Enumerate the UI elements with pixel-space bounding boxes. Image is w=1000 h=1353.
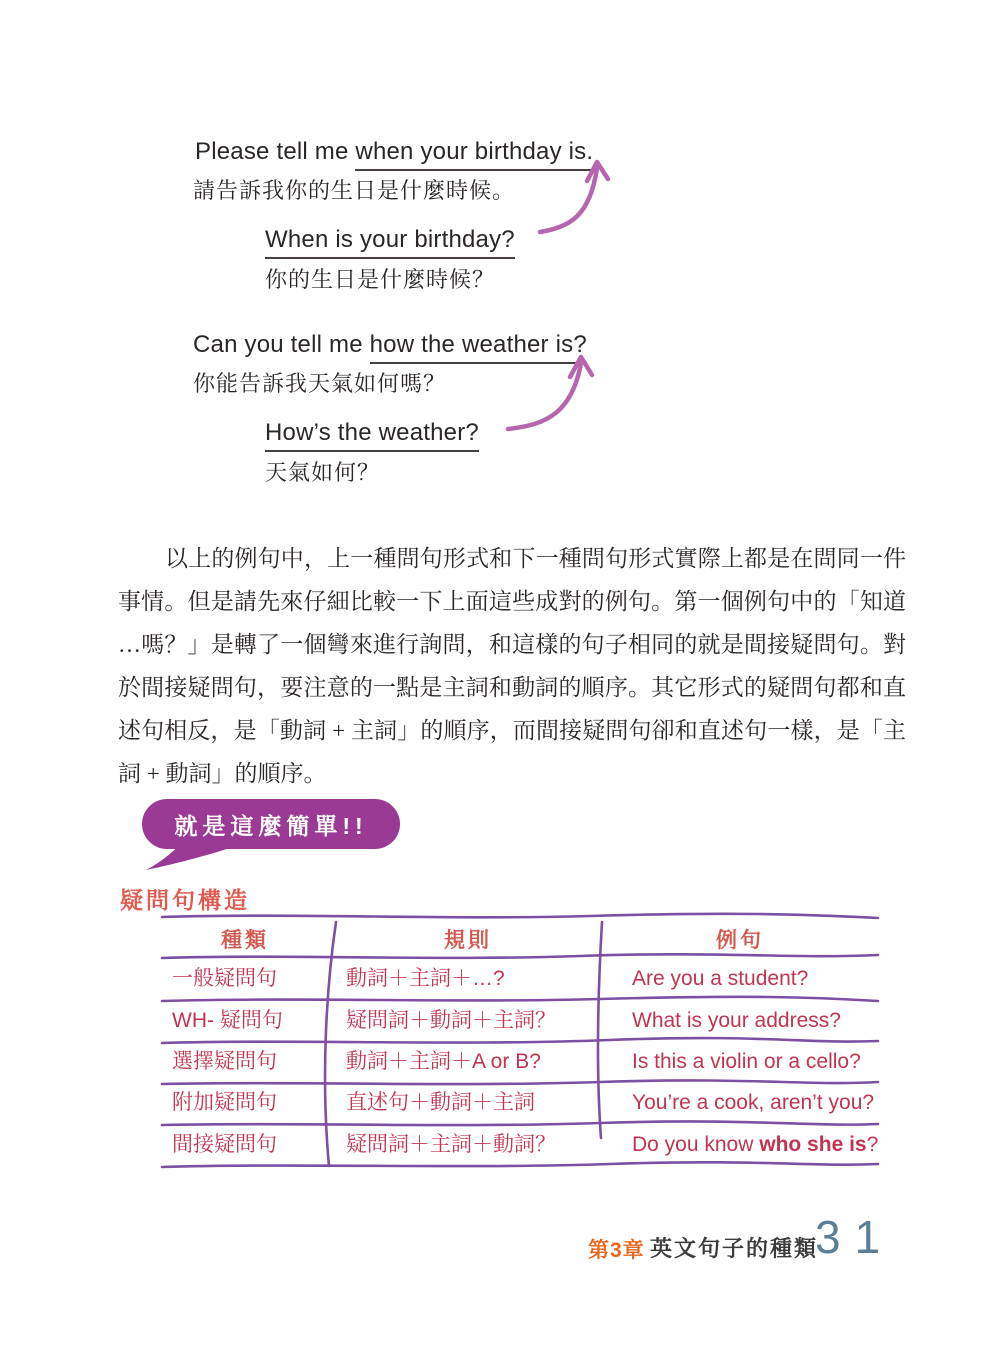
curved-arrow-icon bbox=[528, 150, 620, 245]
table-row bbox=[150, 1088, 890, 1118]
cell-example: You’re a cook, aren’t you? bbox=[632, 1091, 875, 1114]
cell-rule: 直述句＋動詞＋主詞 bbox=[346, 1091, 535, 1114]
example-prefix: Do you know bbox=[632, 1133, 760, 1156]
example2-direct-question bbox=[265, 419, 479, 447]
cell-rule: 疑問詞＋主詞＋動詞？ bbox=[346, 1133, 556, 1156]
cell-example: Are you a student? bbox=[632, 967, 809, 990]
speech-bubble-tail bbox=[146, 840, 256, 874]
cell-question-type: 一般疑問句 bbox=[172, 967, 277, 990]
table-row bbox=[150, 1006, 890, 1036]
paragraph-line: 事情。但是請先來仔細比較一下上面這些成對的例句。第一個例句中的「知道 bbox=[118, 589, 906, 614]
table-row bbox=[150, 1130, 890, 1160]
example1-chinese-translation: 請告訴我你的生日是什麼時候。 bbox=[193, 178, 516, 203]
example1-direct-question-text: When is your birthday? bbox=[265, 226, 515, 259]
cell-question-type: WH- 疑問句 bbox=[172, 1009, 283, 1032]
paragraph-line: 於間接疑問句，要注意的一點是主詞和動詞的順序。其它形式的疑問句都和直 bbox=[118, 675, 906, 700]
cell-example: What is your address? bbox=[632, 1009, 841, 1032]
example1-direct-question bbox=[265, 226, 515, 254]
example-suffix: ? bbox=[866, 1133, 879, 1156]
footer-page-number: 31 bbox=[815, 1211, 895, 1263]
example1-plain-part: Please tell me bbox=[195, 138, 356, 165]
body-paragraph bbox=[118, 537, 906, 795]
cell-question-type: 選擇疑問句 bbox=[172, 1050, 277, 1073]
paragraph-line: 以上的例句中，上一種問句形式和下一種問句形式實際上都是在問同一件 bbox=[165, 546, 906, 571]
cell-example bbox=[632, 1130, 878, 1160]
cell-rule: 動詞＋主詞＋A or B? bbox=[346, 1050, 541, 1073]
paragraph-line: …嗎？」是轉了一個彎來進行詢問，和這樣的句子相同的就是間接疑問句。對 bbox=[118, 632, 906, 657]
footer-chapter-title: 英文句子的種類 bbox=[650, 1236, 819, 1261]
cell-rule: 動詞＋主詞＋…? bbox=[346, 967, 505, 990]
table-header-type: 種類 bbox=[221, 929, 269, 952]
example2-plain-part: Can you tell me bbox=[193, 331, 370, 358]
cell-question-type: 間接疑問句 bbox=[172, 1133, 277, 1156]
table-row bbox=[150, 1047, 890, 1077]
table-header-rule: 規則 bbox=[444, 929, 492, 952]
example1-underlined-clause: when your birthday is. bbox=[355, 138, 593, 171]
example2-direct-question-text: How’s the weather? bbox=[265, 419, 479, 452]
cell-question-type: 附加疑問句 bbox=[172, 1091, 277, 1114]
example1-direct-question-chinese: 你的生日是什麼時候？ bbox=[265, 267, 496, 292]
table-row bbox=[150, 964, 890, 994]
example2-chinese-translation: 你能告訴我天氣如何嗎？ bbox=[193, 371, 447, 396]
question-structure-table bbox=[150, 910, 890, 1172]
cell-rule: 疑問詞＋動詞＋主詞？ bbox=[346, 1009, 556, 1032]
table-header-example: 例句 bbox=[716, 929, 764, 952]
paragraph-line: 述句相反，是「動詞 + 主詞」的順序，而間接疑問句卻和直述句一樣，是「主 bbox=[118, 718, 906, 743]
cell-example: Is this a violin or a cello? bbox=[632, 1050, 861, 1073]
paragraph-line: 詞 + 動詞」的順序。 bbox=[118, 761, 327, 786]
example-bold-clause: who she is bbox=[759, 1133, 867, 1156]
footer-chapter-number: 第3章 bbox=[588, 1239, 645, 1262]
section-label: 疑問句構造 bbox=[120, 887, 250, 913]
curved-arrow-icon bbox=[498, 345, 600, 440]
example2-underlined-clause: how the weather is? bbox=[370, 331, 587, 364]
example2-direct-question-chinese: 天氣如何？ bbox=[265, 460, 381, 485]
speech-bubble-text: 就是這麼簡單!! bbox=[174, 812, 368, 839]
